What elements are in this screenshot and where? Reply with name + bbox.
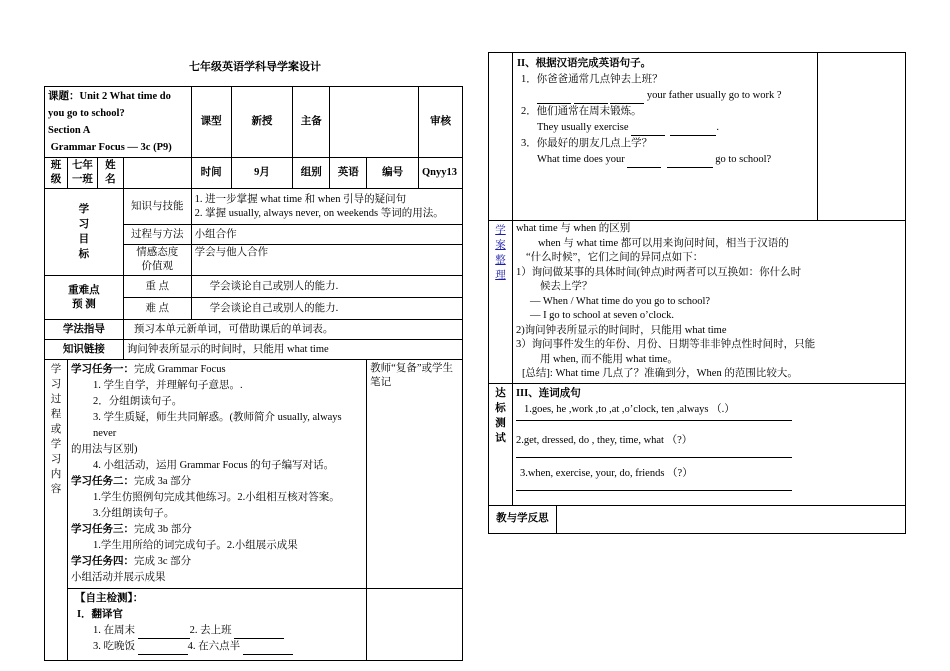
notes-column-lower bbox=[367, 589, 463, 661]
process-label: 学 习 过 程 或 学 习 内 容 bbox=[45, 360, 68, 661]
right-notes-cell bbox=[818, 53, 906, 221]
guide-value: 预习本单元新单词，可借助课后的单词表。 bbox=[123, 320, 462, 340]
key-value: 学会谈论自己或别人的能力. bbox=[191, 276, 462, 298]
self-test: 【自主检测】： I．翻译官 1. 在周末 2. 去上班 3. 吃晚饭 4. 在六点半 bbox=[67, 589, 366, 661]
blank-label-cell bbox=[489, 53, 513, 221]
emotion-value: 学会与他人合作 bbox=[191, 245, 462, 276]
number-label: 编号 bbox=[367, 158, 419, 189]
key-label: 重 点 bbox=[123, 276, 191, 298]
summary-label: 学 案 整 理 bbox=[489, 221, 513, 384]
guide-label: 学法指导 bbox=[45, 320, 124, 340]
notes-column: 教师“复备”或学生笔记 bbox=[367, 360, 463, 589]
time-label: 时间 bbox=[191, 158, 231, 189]
class-label: 班级 bbox=[45, 158, 68, 189]
time-value: 9月 bbox=[231, 158, 293, 189]
test-label: 达 标 测 试 bbox=[489, 383, 513, 505]
main-prep-value bbox=[330, 87, 419, 158]
link-value: 询问钟表所显示的时间时，只能用 what time bbox=[123, 340, 462, 360]
class-value: 七年一班 bbox=[67, 158, 97, 189]
review-label: 审核 bbox=[419, 87, 463, 158]
knowledge-value: 1. 进一步掌握 what time 和 when 引导的疑问句 2. 掌握 usually, always never, on weekends 等词的用法。 bbox=[191, 189, 462, 225]
number-value: Qnyy13 bbox=[419, 158, 463, 189]
group-value: 英语 bbox=[330, 158, 367, 189]
document-title: 七年级英语学科导学案设计 bbox=[189, 61, 321, 73]
process-label: 过程与方法 bbox=[123, 225, 191, 245]
link-label: 知识链接 bbox=[45, 340, 124, 360]
knowledge-label: 知识与技能 bbox=[123, 189, 191, 225]
reflection-value bbox=[556, 505, 905, 533]
group-label: 组别 bbox=[293, 158, 330, 189]
topic-cell: 课题：Unit 2 What time do you go to school? Section A Grammar Focus — 3c (P9) bbox=[45, 87, 192, 158]
process-value: 小组合作 bbox=[191, 225, 462, 245]
summary-content: what time 与 when 的区别 when 与 what time 都可以用来询问时间，相当于汉语的 “什么时候”，它们之间的异同点如下： 1）询问做某事的具体时间(钟点)时两者可以互换如：你什么时 候去上学？ — When / What time do you go to school? — I go to school at seven o’clock. 2)询问钟表所显示的时间时，只能用 what time 3）询问事件发生的年份、月份、日期等非非钟点性时间时，只能 用 when, 而不能用 what time。 [总结]: What time 几点了？准确到分，When 的范围比较大。 bbox=[512, 221, 905, 384]
emotion-label: 情感态度 价值观 bbox=[123, 245, 191, 276]
course-type-value: 新授 bbox=[231, 87, 293, 158]
course-type-label: 课型 bbox=[191, 87, 231, 158]
objectives-label: 学 习 目 标 bbox=[45, 189, 124, 276]
right-section-table bbox=[488, 52, 906, 534]
difficult-label: 难 点 bbox=[123, 298, 191, 320]
difficult-value: 学会谈论自己或别人的能力. bbox=[191, 298, 462, 320]
reflection-label: 教与学反思 bbox=[489, 505, 557, 533]
test-content: III、连词成句 1.goes, he ,work ,to ,at ,o’clock, ten ,always （.） 2.get, dressed, do , they, time, what （?） 3.when, exercise, your, do, friends （?） bbox=[512, 383, 905, 505]
learning-tasks: 学习任务一：完成 Grammar Focus 1. 学生自学，并理解句子意思。. 2．分组朗读句子。 3. 学生质疑，师生共同解惑。(教师简介 usually, always never 的用法与区别) 4. 小组活动，运用 Grammar Focus 的句子编写对话。 学习任务二：完成 3a 部分 1.学生仿照例句完成其他练习。2.小组相互核对答案。 3.分组朗读句子。 学习任务三：完成 3b 部分 1.学生用所给的词完成句子。2.小组展示成果 学习任务四：完成 3c 部分 小组活动并展示成果 bbox=[67, 360, 366, 589]
section2-content: II、根据汉语完成英语句子。 1．你爸爸通常几点钟去上班？ your father usually go to work ? 2．他们通常在周末锻炼。 They usually exercise . 3．你最好的朋友几点上学？ What time does your go to school? bbox=[512, 53, 817, 221]
name-value bbox=[123, 158, 191, 189]
main-prep-label: 主备 bbox=[293, 87, 330, 158]
name-label: 姓名 bbox=[97, 158, 123, 189]
lesson-plan-table bbox=[44, 86, 463, 661]
key-points-label: 重难点 预 测 bbox=[45, 276, 124, 320]
